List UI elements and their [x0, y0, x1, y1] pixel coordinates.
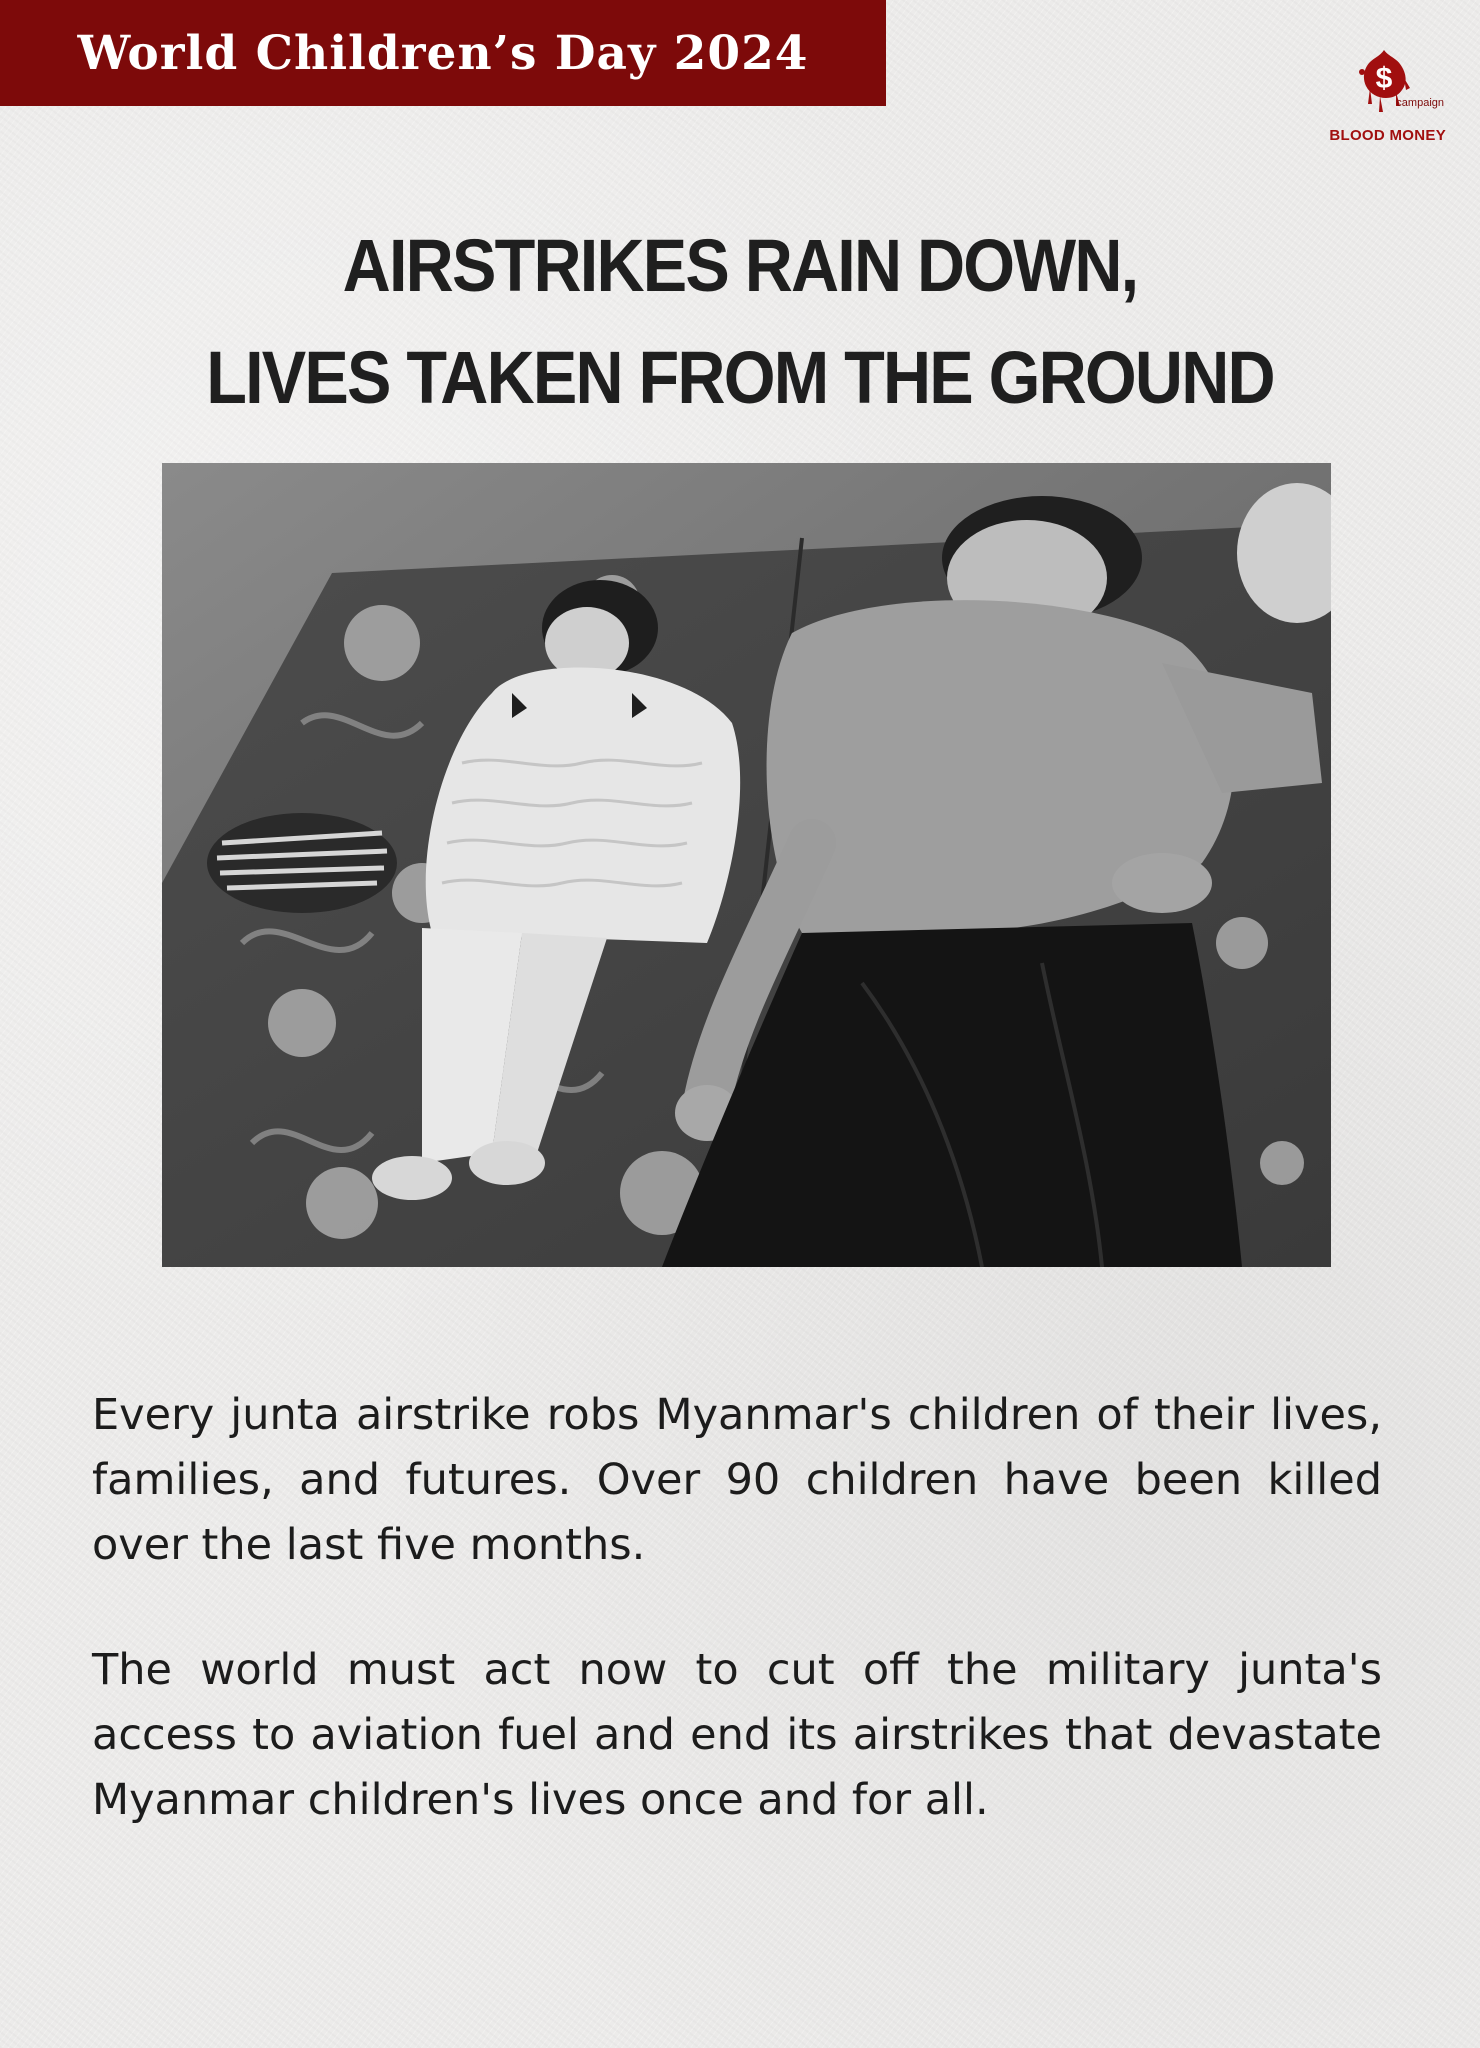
- photo-illustration: [162, 463, 1331, 1267]
- campaign-logo: [1320, 48, 1448, 148]
- headline: [0, 210, 1480, 434]
- logo-main-text: BLOOD MONEY: [1329, 127, 1446, 144]
- headline-line-1: AIRSTRIKES RAIN DOWN,: [342, 224, 1138, 307]
- body-paragraph-2: The world must act now to cut off the military junta's access to aviation fuel and end its airstrikes that devastate Myanmar children's lives once and for all.: [92, 1645, 1382, 1825]
- event-banner: [0, 0, 886, 106]
- news-photo: [162, 463, 1331, 1267]
- body-paragraph-1: Every junta airstrike robs Myanmar's children of their lives, families, and futures. Over 90 children have been killed over the last five months.: [92, 1390, 1382, 1570]
- striped-cloth: [207, 813, 397, 913]
- logo-small-text: campaign: [1396, 97, 1444, 109]
- banner-title: World Children’s Day 2024: [77, 25, 809, 81]
- svg-text:$: $: [1375, 62, 1393, 95]
- headline-line-2: LIVES TAKEN FROM THE GROUND: [206, 336, 1274, 419]
